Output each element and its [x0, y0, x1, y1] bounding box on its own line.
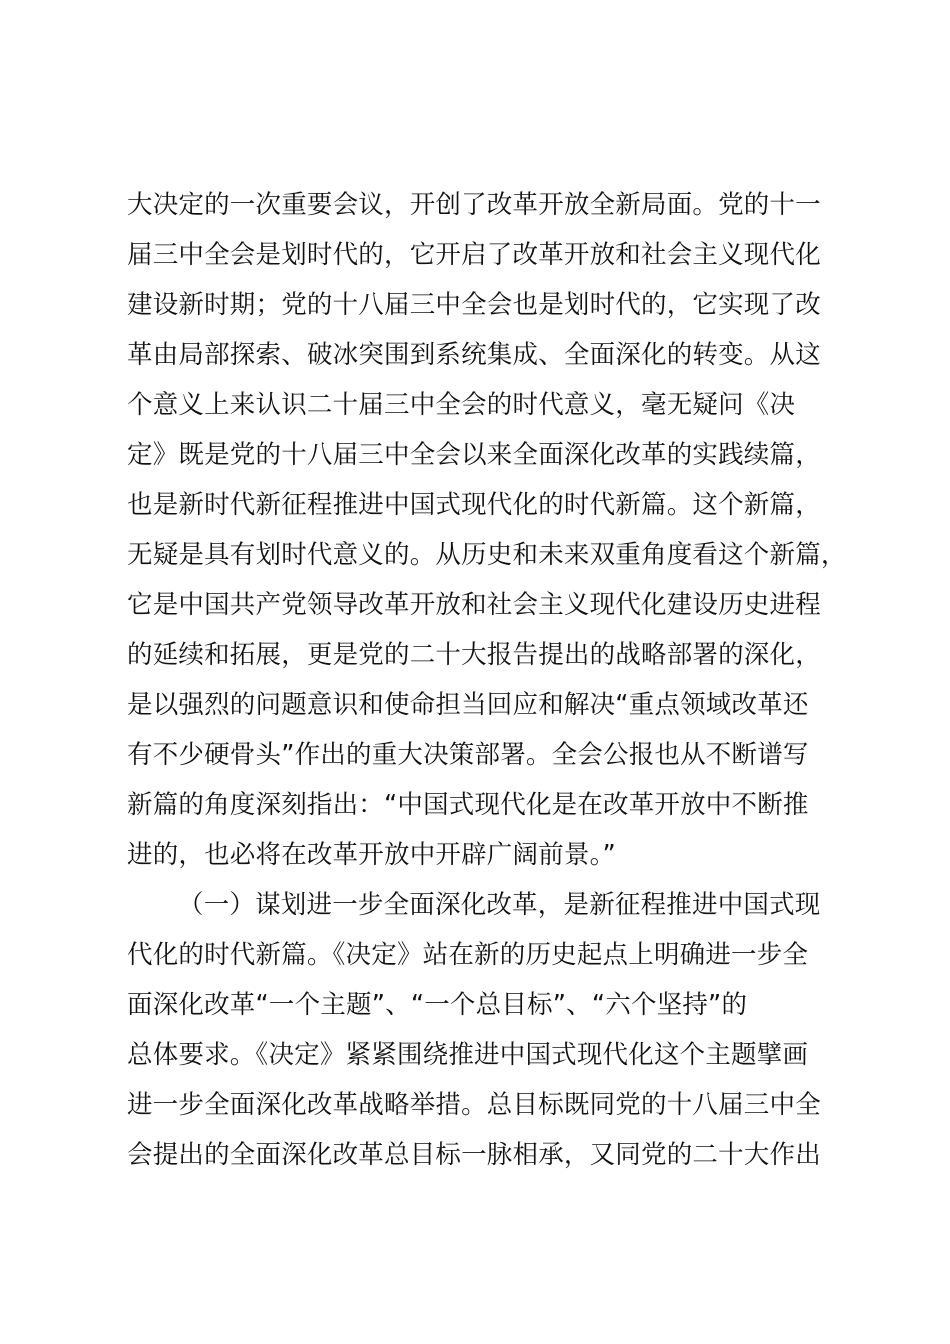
text-line: 进的，也必将在改革开放中开辟广阔前景。” [127, 840, 616, 870]
text-line: 的延续和拓展，更是党的二十大报告提出的战略部署的深化， [127, 640, 821, 670]
text-line: 是以强烈的问题意识和使命担当回应和解决“重点领域改革还 [127, 690, 809, 720]
text-line: 面深化改革“一个主题”、“一个总目标”、“六个坚持”的 [127, 990, 748, 1020]
text-line: 新篇的角度深刻指出：“中国式现代化是在改革开放中不断推 [127, 790, 809, 820]
text-line: 它是中国共产党领导改革开放和社会主义现代化建设历史进程 [127, 590, 821, 620]
text-line: 有不少硬骨头”作出的重大决策部署。全会公报也从不断谱写 [127, 740, 809, 770]
text-line: 大决定的一次重要会议，开创了改革开放全新局面。党的十一 [127, 190, 821, 220]
text-line: 革由局部探索、破冰突围到系统集成、全面深化的转变。从这 [127, 340, 821, 370]
text-line: 定》既是党的十八届三中全会以来全面深化改革的实践续篇， [127, 440, 821, 470]
text-line: 届三中全会是划时代的，它开启了改革开放和社会主义现代化 [127, 240, 821, 270]
text-line: 代化的时代新篇。《决定》站在新的历史起点上明确进一步全 [127, 940, 809, 970]
text-line: 也是新时代新征程推进中国式现代化的时代新篇。这个新篇， [127, 490, 821, 520]
text-line: 进一步全面深化改革战略举措。总目标既同党的十八届三中全 [127, 1090, 821, 1120]
text-line: 总体要求。《决定》紧紧围绕推进中国式现代化这个主题擘画 [127, 1040, 809, 1070]
document-body [127, 180, 847, 1180]
text-line: 无疑是具有划时代意义的。从历史和未来双重角度看这个新篇， [127, 540, 847, 570]
text-line: 会提出的全面深化改革总目标一脉相承，又同党的二十大作出 [127, 1140, 821, 1170]
paragraph-start-line: （一）谋划进一步全面深化改革，是新征程推进中国式现 [178, 890, 821, 920]
text-line: 建设新时期；党的十八届三中全会也是划时代的，它实现了改 [127, 290, 821, 320]
text-line: 个意义上来认识二十届三中全会的时代意义，毫无疑问《决 [127, 390, 796, 420]
